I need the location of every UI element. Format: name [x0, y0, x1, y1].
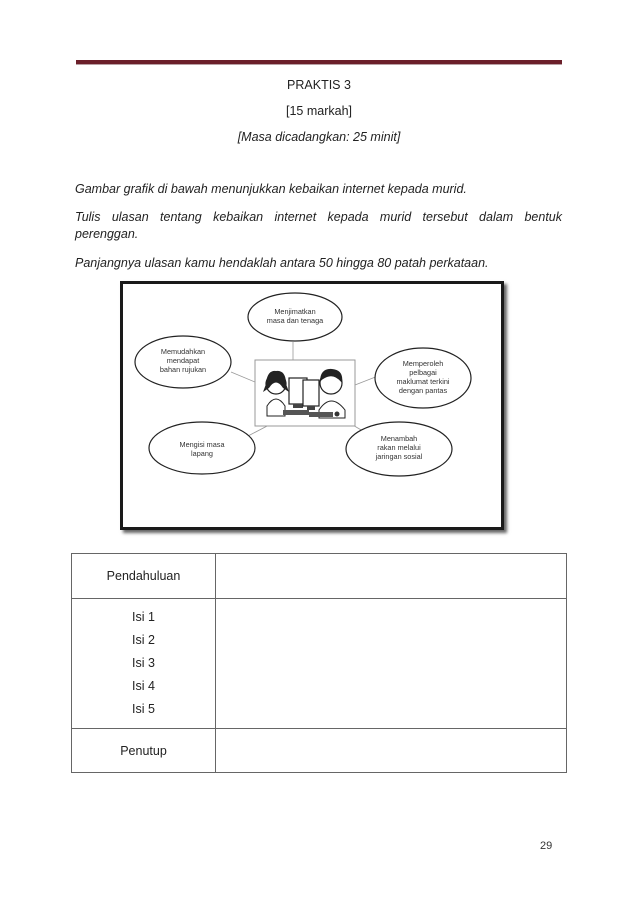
- instruction-2-line2: perenggan.: [75, 227, 139, 241]
- table-row: [72, 729, 567, 773]
- bubble-bottom-right-line2: rakan melalui: [377, 443, 421, 452]
- body-item-3: Isi 3: [132, 656, 155, 670]
- body-item-2: Isi 2: [132, 633, 155, 647]
- svg-text:Memudahkanmendapatbahan rujuka: [160, 347, 206, 374]
- table-row: [72, 599, 567, 729]
- bubble-bottom-right-line3: jaringan sosial: [375, 452, 423, 461]
- body-answer-cell[interactable]: [216, 599, 567, 729]
- instruction-1: Gambar grafik di bawah menunjukkan kebaikan internet kepada murid.: [75, 182, 467, 196]
- internet-benefits-figure: [120, 281, 504, 530]
- instruction-2: [75, 209, 562, 243]
- bubble-right-line2: pelbagai: [409, 368, 437, 377]
- page-number: 29: [540, 840, 553, 852]
- body-labels: [72, 599, 216, 729]
- svg-text:Menambahrakan melaluijaringan: [375, 434, 423, 461]
- practice-title: PRAKTIS 3: [287, 78, 351, 92]
- intro-answer-cell[interactable]: [216, 554, 567, 599]
- bubble-right-line4: dengan pantas: [398, 386, 448, 395]
- essay-outline-table: [71, 553, 567, 773]
- bubble-right-line1: Memperoleh: [402, 359, 444, 368]
- bubble-left-line2: mendapat: [166, 356, 200, 365]
- intro-label: Pendahuluan: [72, 554, 216, 599]
- marks-label: [15 markah]: [285, 104, 352, 118]
- bubble-bottom-right-line1: Menambah: [380, 434, 418, 443]
- bubble-bottom-left-line2: lapang: [191, 449, 213, 458]
- bubble-top-line2: masa dan tenaga: [266, 316, 324, 325]
- bubble-top-line1: Menjimatkan: [274, 307, 316, 316]
- svg-text:Menjimatkanmasa dan tenaga: [267, 307, 324, 325]
- body-item-5: Isi 5: [132, 702, 155, 716]
- header-rule: [76, 60, 562, 65]
- instruction-3: Panjangnya ulasan kamu hendaklah antara 50 hingga 80 patah perkataan.: [75, 256, 489, 270]
- bubble-bottom-left-line1: Mengisi masa: [179, 440, 225, 449]
- bubble-left-line3: bahan rujukan: [159, 365, 207, 374]
- closing-answer-cell[interactable]: [216, 729, 567, 773]
- body-item-4: Isi 4: [132, 679, 155, 693]
- students-computer-illustration: [255, 360, 355, 426]
- bubble-left-line1: Memudahkan: [160, 347, 206, 356]
- instruction-2-line1: Tulis ulasan tentang kebaikan internet kepada murid tersebut dalam bentuk: [75, 210, 562, 224]
- table-row: [72, 554, 567, 599]
- bubble-right-line3: maklumat terkini: [396, 377, 450, 386]
- svg-text:Memperolehpelbagaimaklumat ter: [396, 359, 449, 395]
- time-suggestion: [Masa dicadangkan: 25 minit]: [237, 130, 401, 144]
- closing-label: Penutup: [72, 729, 216, 773]
- body-item-1: Isi 1: [132, 610, 155, 624]
